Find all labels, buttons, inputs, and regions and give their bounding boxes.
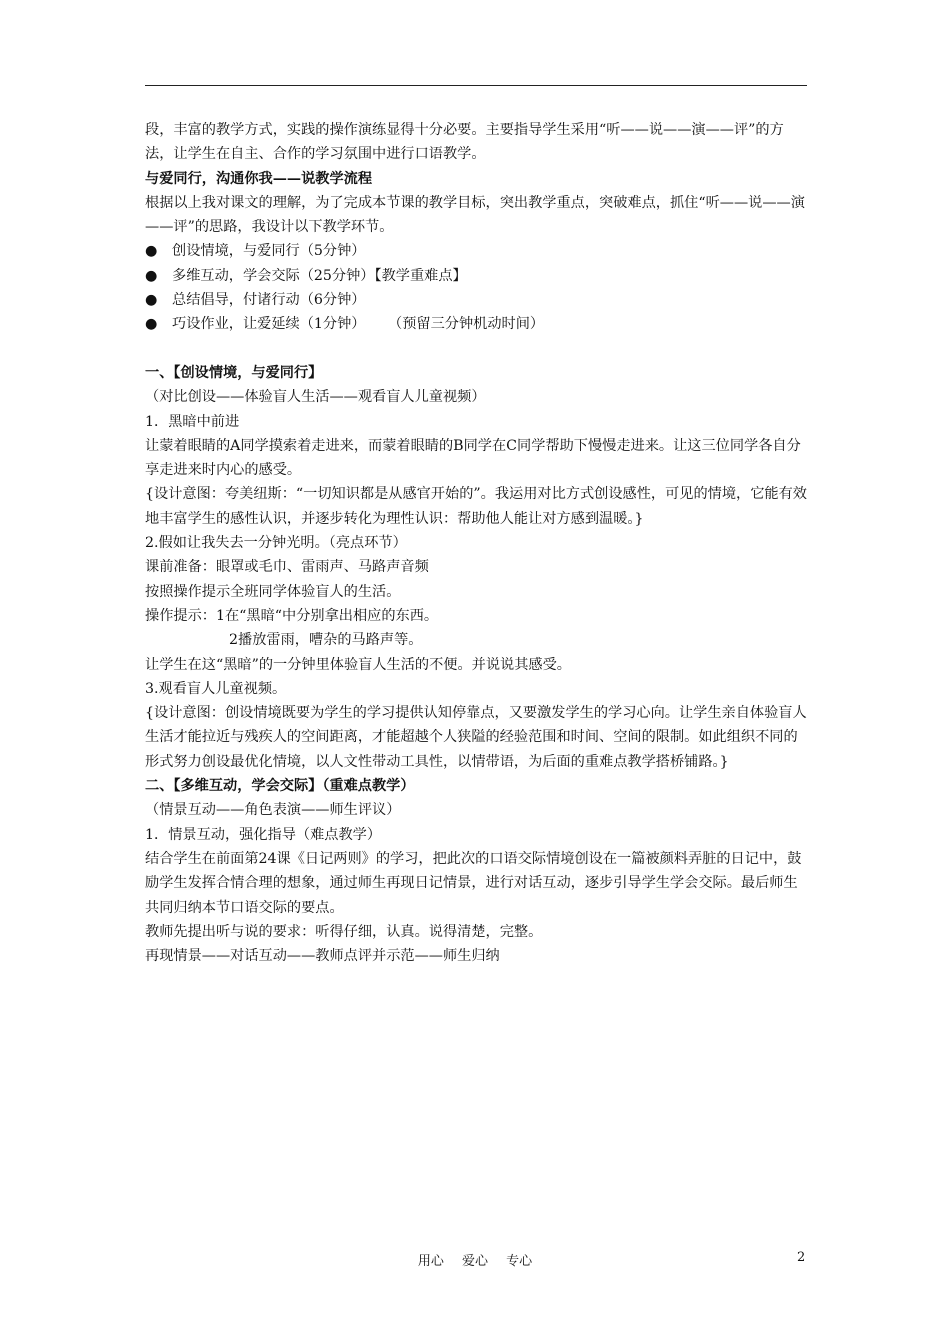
bullet-item [145, 239, 807, 263]
section-subtitle-2: （情景互动——角色表演——师生评议） [145, 802, 401, 819]
header-rule [145, 85, 807, 86]
design-intent: {设计意图：夸美纽斯：“一切知识都是从感官开始的”。我运用对比方式创设感性，可见的情境，它能有效地丰富学生的感性认识，并逐步转化为理性认识：帮助他人能让对方感到温暖。} [145, 486, 807, 527]
section-subtitle-1: （对比创设——体验盲人生活——观看盲人儿童视频） [145, 389, 486, 406]
item-heading: 1．黑暗中前进 [145, 413, 240, 430]
paragraph: 让蒙着眼睛的A同学摸索着走进来，而蒙着眼睛的B同学在C同学帮助下慢慢走进来。让这三位同学各自分享走进来时内心的感受。 [145, 437, 801, 479]
item-heading: 3.观看盲人儿童视频。 [145, 680, 287, 697]
page-footer [0, 1250, 950, 1270]
bullet-item [145, 312, 807, 336]
page-number: 2 [797, 1250, 806, 1265]
paragraph: 结合学生在前面第24课《日记两则》的学习，把此次的口语交际情境创设在一篇被颜料弄脏的日记中，鼓励学生发挥合情合理的想象，通过师生再现日记情景，进行对话互动，逐步引导学生学会交际。最后师生共同归纳本节口语交际的要点。 [145, 850, 802, 916]
footer-motto: 用心 爱心 专心 [417, 1254, 533, 1269]
spacer [145, 337, 807, 361]
paragraph: 根据以上我对课文的理解，为了完成本节课的教学目标，突出教学重点，突破难点，抓住“听——说——演——评”的思路，我设计以下教学环节。 [145, 194, 805, 236]
operation-tip: 2播放雷雨，嘈杂的马路声等。 [229, 632, 423, 649]
item-heading: 2.假如让我失去一分钟光明。（亮点环节） [145, 535, 407, 552]
paragraph: 按照操作提示全班同学体验盲人的生活。 [145, 583, 401, 600]
bullet-text: 巧设作业，让爱延续（1分钟） （预留三分钟机动时间） [172, 316, 545, 333]
bullet-text: 多维互动，学会交际（25分钟）【教学重难点】 [172, 267, 467, 284]
paragraph: 段，丰富的教学方式，实践的操作演练显得十分必要。主要指导学生采用“听——说——演——评”的方法，让学生在自主、合作的学习氛围中进行口语教学。 [145, 122, 784, 163]
bullet-icon: ● [145, 267, 158, 284]
design-intent: {设计意图：创设情境既要为学生的学习提供认知停靠点，又要激发学生的学习心向。让学生亲自体验盲人生活才能拉近与残疾人的空间距离，才能超越个人狭隘的经验范围和时间、空间的限制。如此组织不同的形式努力创设最优化情境，以人文性带动工具性，以情带语，为后面的重难点教学搭桥铺路。} [145, 705, 807, 770]
bullet-item [145, 264, 807, 288]
operation-tip: 操作提示：1在“黑暗“中分别拿出相应的东西。 [145, 607, 439, 624]
paragraph: 课前准备：眼罩或毛巾、雷雨声、马路声音频 [145, 559, 429, 576]
document-body [145, 118, 807, 968]
paragraph: 让学生在这“黑暗”的一分钟里体验盲人生活的不便。并说说其感受。 [145, 656, 571, 673]
bullet-icon: ● [145, 316, 158, 333]
section-heading-flow: 与爱同行，沟通你我——说教学流程 [145, 170, 373, 187]
section-title-1: 一、【创设情境，与爱同行】 [145, 364, 323, 381]
item-heading: 1．情景互动，强化指导（难点教学） [145, 826, 382, 843]
paragraph: 再现情景——对话互动——教师点评并示范——师生归纳 [145, 948, 500, 965]
paragraph: 教师先提出听与说的要求：听得仔细，认真。说得清楚，完整。 [145, 923, 543, 940]
bullet-icon: ● [145, 243, 158, 260]
section-title-2: 二、【多维互动，学会交际】（重难点教学） [145, 778, 415, 795]
bullet-icon: ● [145, 292, 158, 309]
bullet-text: 创设情境，与爱同行（5分钟） [172, 243, 366, 260]
bullet-text: 总结倡导，付诸行动（6分钟） [172, 292, 366, 309]
bullet-item [145, 288, 807, 312]
